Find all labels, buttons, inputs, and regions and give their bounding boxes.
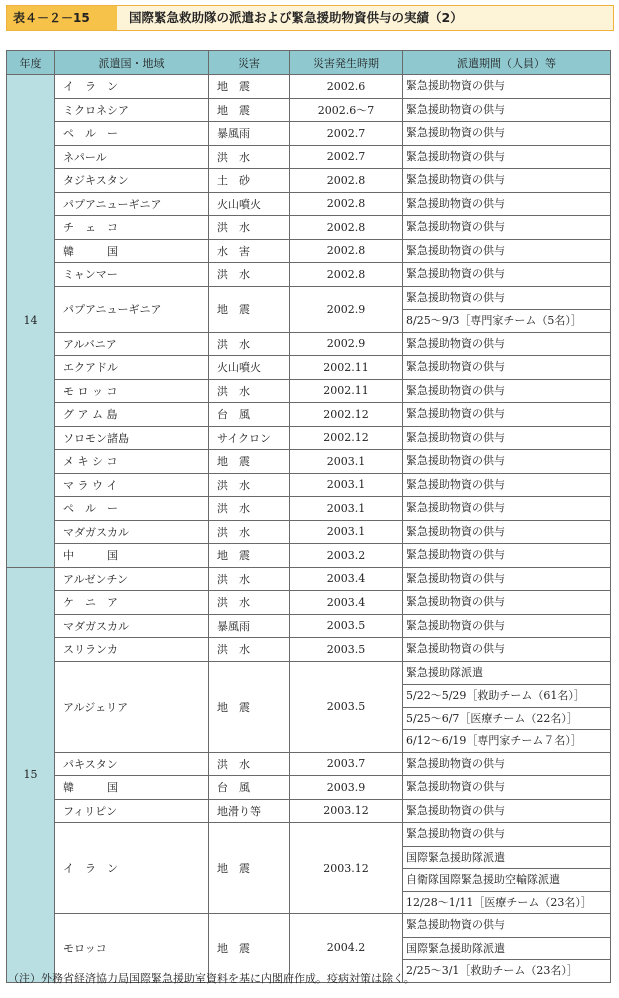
header-disaster: 災害: [209, 51, 290, 75]
table-row: [7, 169, 611, 193]
table-row: [7, 426, 611, 450]
detail-line: 緊急援助物資の供与: [406, 79, 505, 92]
date-cell: 2003.4: [290, 591, 403, 615]
disaster-cell: 洪 水: [209, 520, 290, 544]
detail-line: 緊急援助物資の供与: [406, 220, 505, 233]
date-cell: 2002.7: [290, 145, 403, 169]
table-row: [7, 239, 611, 263]
table-body: [7, 75, 611, 983]
disaster-cell: 地 震: [209, 450, 290, 474]
table-row: [7, 75, 611, 99]
detail-line: 緊急援助物資の供与: [406, 336, 505, 350]
country-cell: ミクロネシア: [55, 98, 209, 122]
country-cell: タジキスタン: [55, 169, 209, 193]
detail-cell: [403, 286, 611, 332]
table-number: 表４－２－15: [7, 6, 117, 30]
table-row: [7, 752, 611, 776]
detail-line: 緊急援助物資の供与: [406, 548, 505, 561]
date-cell: 2003.2: [290, 544, 403, 568]
detail-line: 緊急援助物資の供与: [406, 383, 505, 397]
table-row: [7, 192, 611, 216]
country-cell: モ ロ ッ コ: [55, 379, 209, 403]
disaster-cell: 火山噴火: [209, 356, 290, 380]
country-cell: ミャンマー: [55, 263, 209, 287]
detail-line: 5/22～5/29［救助チーム（61名）］: [403, 684, 610, 707]
country-cell: メ キ シ コ: [55, 450, 209, 474]
detail-cell: [403, 520, 611, 544]
detail-line: 緊急援助物資の供与: [406, 501, 505, 514]
detail-line: 緊急援助物資の供与: [406, 430, 505, 444]
detail-cell: [403, 145, 611, 169]
country-cell: マダガスカル: [55, 614, 209, 638]
detail-line: 緊急援助物資の供与: [406, 524, 505, 538]
date-cell: 2002.12: [290, 403, 403, 427]
detail-cell: [403, 567, 611, 591]
disaster-cell: 地 震: [209, 823, 290, 914]
country-cell: ネパール: [55, 145, 209, 169]
date-cell: 2002.6: [290, 75, 403, 99]
date-cell: 2003.1: [290, 450, 403, 474]
header-detail: 派遣期間（人員）等: [403, 51, 611, 75]
detail-cell: [403, 426, 611, 450]
table-row: [7, 473, 611, 497]
detail-cell: [403, 263, 611, 287]
date-cell: 2003.12: [290, 799, 403, 823]
date-cell: 2003.1: [290, 497, 403, 521]
country-cell: アルバニア: [55, 332, 209, 356]
disaster-cell: 火山噴火: [209, 192, 290, 216]
table-row: [7, 332, 611, 356]
detail-cell: [403, 192, 611, 216]
date-cell: 2002.11: [290, 379, 403, 403]
table-title-bar: [6, 5, 614, 31]
country-cell: ソロモン諸島: [55, 426, 209, 450]
table-row: [7, 614, 611, 638]
header-country: 派遣国・地域: [55, 51, 209, 75]
date-cell: 2002.8: [290, 192, 403, 216]
detail-line: 緊急援助物資の供与: [406, 780, 505, 793]
detail-line: 緊急援助物資の供与: [406, 173, 505, 186]
table-row: [7, 450, 611, 474]
disaster-cell: 洪 水: [209, 332, 290, 356]
detail-cell: [403, 497, 611, 521]
disaster-cell: 地 震: [209, 286, 290, 332]
detail-line: 緊急援助物資の供与: [406, 243, 505, 257]
detail-line: 緊急援助物資の供与: [406, 756, 505, 770]
country-cell: イ ラ ン: [55, 823, 209, 914]
detail-cell: [403, 638, 611, 662]
table-row: [7, 823, 611, 914]
table-row: [7, 776, 611, 800]
detail-line: 緊急援助物資の供与: [406, 642, 505, 655]
disaster-cell: 暴風雨: [209, 122, 290, 146]
date-cell: 2002.6～7: [290, 98, 403, 122]
disaster-cell: 土 砂: [209, 169, 290, 193]
detail-cell: [403, 239, 611, 263]
disaster-cell: 洪 水: [209, 145, 290, 169]
table-row: [7, 122, 611, 146]
date-cell: 2003.12: [290, 823, 403, 914]
detail-line: 国際緊急援助隊派遣: [403, 846, 610, 869]
date-cell: 2003.5: [290, 614, 403, 638]
detail-cell: [403, 823, 611, 914]
disaster-cell: 洪 水: [209, 473, 290, 497]
detail-line: 緊急援助物資の供与: [406, 407, 505, 420]
header-row: [7, 51, 611, 75]
disaster-cell: 洪 水: [209, 567, 290, 591]
detail-cell: [403, 752, 611, 776]
table-row: [7, 567, 611, 591]
detail-cell: [403, 75, 611, 99]
date-cell: 2002.9: [290, 332, 403, 356]
detail-line: 緊急援助物資の供与: [406, 803, 505, 817]
detail-cell: [403, 544, 611, 568]
header-year: 年度: [7, 51, 55, 75]
country-cell: パプアニューギニア: [55, 286, 209, 332]
country-cell: フィリピン: [55, 799, 209, 823]
detail-cell: [403, 799, 611, 823]
date-cell: 2002.12: [290, 426, 403, 450]
date-cell: 2003.1: [290, 520, 403, 544]
detail-line: 緊急援助物資の供与: [406, 102, 505, 116]
detail-line: 12/28～1/11［医療チーム（23名）］: [403, 891, 610, 914]
date-cell: 2004.2: [290, 914, 403, 983]
disaster-cell: 地 震: [209, 75, 290, 99]
disaster-cell: 台 風: [209, 776, 290, 800]
date-cell: 2002.9: [290, 286, 403, 332]
date-cell: 2003.7: [290, 752, 403, 776]
detail-line: 緊急援助物資の供与: [406, 477, 505, 491]
country-cell: ペ ル ー: [55, 497, 209, 521]
detail-line: 緊急援助物資の供与: [406, 149, 505, 163]
detail-cell: [403, 473, 611, 497]
disaster-cell: 洪 水: [209, 263, 290, 287]
detail-cell: [403, 169, 611, 193]
detail-line: 緊急援助物資の供与: [406, 827, 505, 840]
detail-line: 国際緊急援助隊派遣: [403, 937, 610, 960]
country-cell: ペ ル ー: [55, 122, 209, 146]
disaster-cell: 水 害: [209, 239, 290, 263]
detail-line: 緊急援助隊派遣: [406, 665, 483, 679]
country-cell: パキスタン: [55, 752, 209, 776]
country-cell: 韓 国: [55, 776, 209, 800]
country-cell: パプアニューギニア: [55, 192, 209, 216]
detail-line: 緊急援助物資の供与: [406, 618, 505, 632]
table-row: [7, 263, 611, 287]
table-row: [7, 661, 611, 752]
country-cell: マ ラ ウ イ: [55, 473, 209, 497]
country-cell: チ ェ コ: [55, 216, 209, 240]
disaster-cell: 洪 水: [209, 379, 290, 403]
disaster-cell: 地 震: [209, 914, 290, 983]
detail-cell: [403, 122, 611, 146]
country-cell: エクアドル: [55, 356, 209, 380]
country-cell: グ ア ム 島: [55, 403, 209, 427]
detail-line: 緊急援助物資の供与: [406, 267, 505, 280]
disaster-cell: 地 震: [209, 661, 290, 752]
detail-cell: [403, 403, 611, 427]
date-cell: 2002.11: [290, 356, 403, 380]
detail-cell: [403, 661, 611, 752]
date-cell: 2002.8: [290, 169, 403, 193]
disaster-cell: 洪 水: [209, 752, 290, 776]
table-row: [7, 544, 611, 568]
table-row: [7, 98, 611, 122]
detail-line: 緊急援助物資の供与: [406, 290, 505, 304]
disaster-cell: 台 風: [209, 403, 290, 427]
table-title: 国際緊急救助隊の派遣および緊急援助物資供与の実績（2）: [129, 10, 463, 25]
disaster-cell: 地滑り等: [209, 799, 290, 823]
table-row: [7, 286, 611, 332]
table-row: [7, 638, 611, 662]
detail-cell: [403, 591, 611, 615]
table-row: [7, 591, 611, 615]
country-cell: 中 国: [55, 544, 209, 568]
disaster-cell: 洪 水: [209, 638, 290, 662]
detail-line: 緊急援助物資の供与: [406, 360, 505, 373]
fiscal-year-cell: 14: [7, 75, 55, 568]
table-row: [7, 145, 611, 169]
table-row: [7, 520, 611, 544]
footnote: （注）外務省経済協力局国際緊急援助室資料を基に内閣府作成。疫病対策は除く。: [8, 972, 415, 985]
fiscal-year-cell: 15: [7, 567, 55, 982]
detail-line: 2/25～3/1［救助チーム（23名）］: [403, 959, 610, 982]
detail-cell: [403, 776, 611, 800]
table-row: [7, 799, 611, 823]
detail-line: 8/25～9/3［専門家チーム（5名）］: [403, 309, 610, 332]
detail-line: 緊急援助物資の供与: [406, 595, 505, 608]
detail-cell: [403, 379, 611, 403]
date-cell: 2003.9: [290, 776, 403, 800]
disaster-cell: 地 震: [209, 98, 290, 122]
table-row: [7, 356, 611, 380]
country-cell: 韓 国: [55, 239, 209, 263]
country-cell: マダガスカル: [55, 520, 209, 544]
date-cell: 2002.8: [290, 239, 403, 263]
disaster-cell: 洪 水: [209, 216, 290, 240]
date-cell: 2003.5: [290, 638, 403, 662]
disaster-cell: サイクロン: [209, 426, 290, 450]
detail-cell: [403, 450, 611, 474]
country-cell: スリランカ: [55, 638, 209, 662]
table-row: [7, 403, 611, 427]
detail-line: 5/25～6/7［医療チーム（22名）］: [403, 707, 610, 730]
date-cell: 2003.5: [290, 661, 403, 752]
table-row: [7, 379, 611, 403]
country-cell: イ ラ ン: [55, 75, 209, 99]
detail-line: 緊急援助物資の供与: [406, 454, 505, 467]
detail-cell: [403, 614, 611, 638]
country-cell: ケ ニ ア: [55, 591, 209, 615]
disaster-cell: 洪 水: [209, 497, 290, 521]
header-date: 災害発生時期: [290, 51, 403, 75]
detail-cell: [403, 356, 611, 380]
country-cell: アルゼンチン: [55, 567, 209, 591]
date-cell: 2002.8: [290, 263, 403, 287]
detail-cell: [403, 914, 611, 983]
disaster-cell: 暴風雨: [209, 614, 290, 638]
detail-cell: [403, 98, 611, 122]
date-cell: 2003.4: [290, 567, 403, 591]
detail-cell: [403, 332, 611, 356]
disaster-cell: 洪 水: [209, 591, 290, 615]
date-cell: 2002.8: [290, 216, 403, 240]
detail-line: 自衛隊国際緊急援助空輸隊派遣: [403, 868, 610, 891]
detail-line: 緊急援助物資の供与: [406, 918, 505, 931]
table-row: [7, 216, 611, 240]
date-cell: 2003.1: [290, 473, 403, 497]
detail-line: 緊急援助物資の供与: [406, 126, 505, 139]
detail-line: 緊急援助物資の供与: [406, 196, 505, 210]
date-cell: 2002.7: [290, 122, 403, 146]
detail-line: 6/12～6/19［専門家チーム７名）］: [403, 729, 610, 752]
disaster-relief-table: [6, 50, 611, 983]
disaster-cell: 地 震: [209, 544, 290, 568]
table-row: [7, 497, 611, 521]
country-cell: アルジェリア: [55, 661, 209, 752]
detail-line: 緊急援助物資の供与: [406, 571, 505, 585]
detail-cell: [403, 216, 611, 240]
country-cell: モロッコ: [55, 914, 209, 983]
